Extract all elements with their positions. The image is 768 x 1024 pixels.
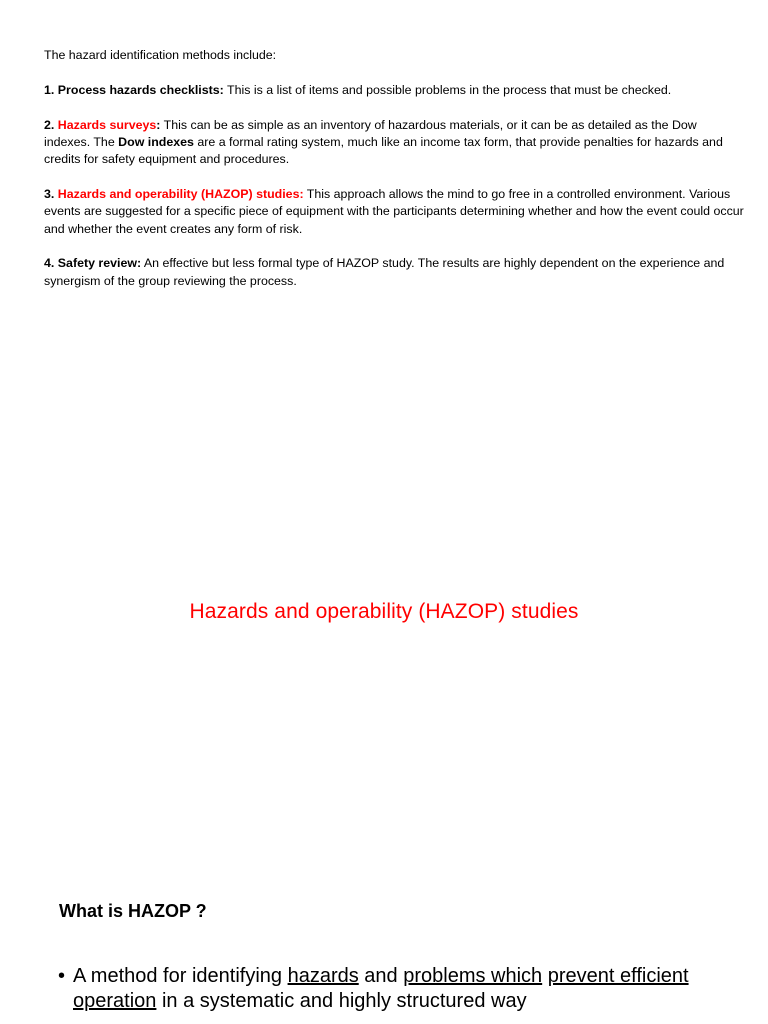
method-2-description-b: are a formal rating system, much like an income tax form, that provide penalties for hazards and credits for safety equipment and procedures. (44, 134, 723, 167)
bullet-text-1: A method for identifying (73, 965, 288, 987)
method-2-colon: : (156, 117, 161, 132)
dow-indexes-term: Dow indexes (118, 134, 194, 149)
method-4-description: An effective but less formal type of HAZOP study. The results are highly dependent on the experience and synergism of the group reviewing the process. (44, 256, 725, 288)
method-1-number: 1. (44, 82, 55, 97)
method-2-number: 2. (44, 117, 55, 132)
underlined-hazards: hazards (287, 965, 359, 987)
method-1 (44, 82, 744, 99)
bullet-dot-icon: • (58, 965, 66, 987)
bullet-text-4: in a systematic and highly structured way (156, 990, 527, 1012)
method-1-description: This is a list of items and possible problems in the process that must be checked. (223, 82, 672, 97)
method-3 (44, 186, 744, 238)
method-2-description-a: This can be as simple as an inventory of hazardous materials, or it can be as detailed as the Dow indexes. The (44, 117, 697, 149)
bullet-text (73, 964, 738, 1014)
method-1-name: Process hazards checklists: (57, 82, 224, 97)
method-4-name: Safety review: (57, 256, 142, 271)
method-2 (44, 117, 744, 169)
method-4 (44, 255, 744, 290)
section-title: Hazards and operability (HAZOP) studies (189, 600, 579, 623)
method-3-name: Hazards and operability (HAZOP) studies: (57, 186, 304, 201)
method-3-number: 3. (44, 186, 55, 201)
method-2-name: Hazards surveys (57, 117, 157, 132)
bullet-text-2: and (358, 965, 404, 987)
intro-text: The hazard identification methods include: (44, 48, 277, 62)
method-4-label (44, 256, 141, 270)
hazard-methods-section (44, 47, 744, 307)
hazop-definition-bullet (58, 964, 738, 1014)
method-3-description: This approach allows the mind to go free in a controlled environment. Various events are suggested for a specific piece of equipment with the participants determining whether and how the event could occur and whether the event creates any form of risk. (44, 186, 744, 236)
bullet-row (58, 964, 738, 1014)
method-1-label (44, 83, 224, 97)
what-is-hazop-heading: What is HAZOP ? (59, 901, 207, 921)
method-4-number: 4. (44, 256, 55, 271)
underlined-problems-which: problems which (403, 965, 543, 987)
underlined-prevent-efficient-operation: prevent efficient operation (73, 965, 689, 1012)
